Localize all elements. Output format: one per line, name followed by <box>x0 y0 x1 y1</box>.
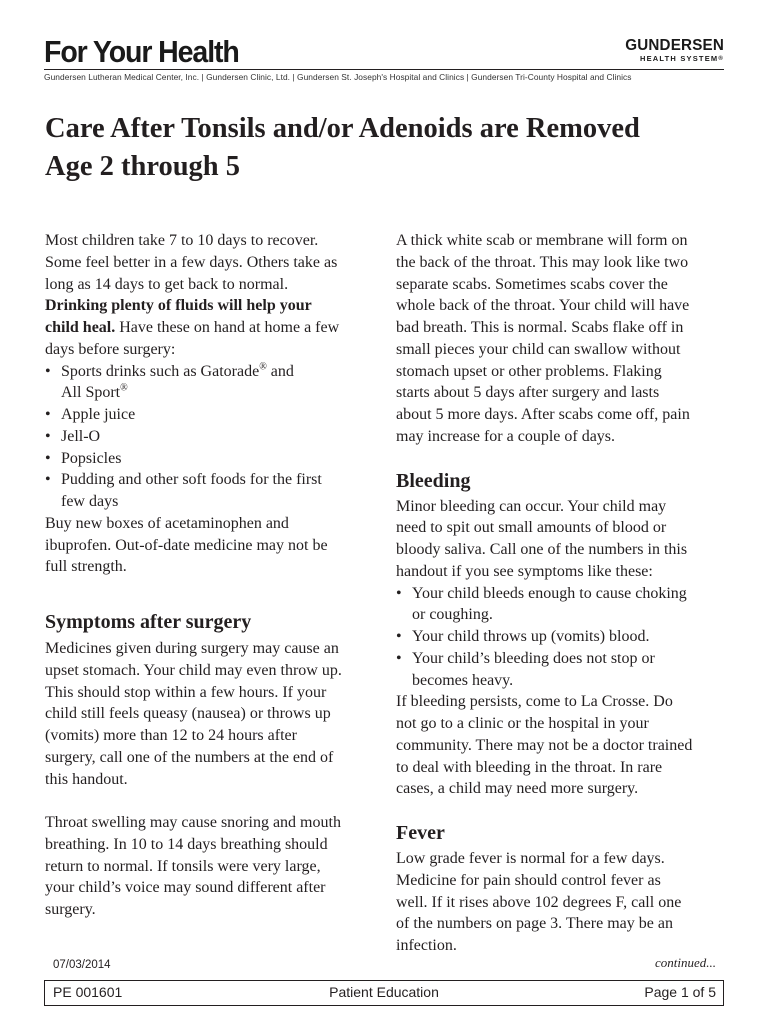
persist-paragraph: If bleeding persists, come to La Crosse. Do not go to a clinic or the hospital in your community. There may not be a doctor trained to deal with bleeding in the throat. In rare cases, a child may need more surgery. <box>396 693 693 798</box>
list-item: • Your child throws up (vomits) blood. <box>396 628 650 645</box>
list-item: • Jell-O <box>45 427 101 445</box>
title-line-2: Age 2 through 5 <box>45 151 241 182</box>
symptoms-heading: Symptoms after surgery <box>45 611 252 633</box>
footer-category: Patient Education <box>329 984 439 1000</box>
intro-bold-text: Drinking plenty of fluids will help your <box>45 297 312 315</box>
page-number: Page 1 of 5 <box>644 984 716 1000</box>
header-rule <box>44 69 724 70</box>
right-column <box>396 230 726 957</box>
brand-title: For Your Health <box>44 34 239 69</box>
affiliates-line: Gundersen Lutheran Medical Center, Inc. | Gundersen Clinic, Ltd. | Gundersen St. Joseph's Hospital and Clinics | Gundersen Tri-County Hospital and Clinics <box>44 72 632 82</box>
bleeding-heading: Bleeding <box>396 469 471 492</box>
list-item: • Popsicles <box>45 449 122 467</box>
list-item: • Sports drinks such as Gatorade® and All Sport® <box>45 361 294 402</box>
list-item: • Apple juice <box>45 406 136 423</box>
document-code: PE 001601 <box>53 984 123 1000</box>
left-column <box>45 230 375 921</box>
gundersen-logo <box>620 37 724 64</box>
continued-note: continued... <box>654 955 716 970</box>
bleeding-paragraph: Minor bleeding can occur. Your child may need to spit out small amounts of blood or bloody saliva. Call one of the numbers in this handout if you see symptoms like these: <box>396 497 688 580</box>
scab-paragraph: A thick white scab or membrane will form on the back of the throat. This may look like two separate scabs. Sometimes scabs cover the whole back of the throat. Your child will have bad breath. This is normal. Scabs flake off in small pieces your child can swallow without stomach upset or other problems. Flaking starts about 5 days after surgery and lasts about 5 more days. After scabs come off, pain may increase for a couple of days. <box>396 232 690 445</box>
logo-name: GUNDERSEN <box>625 37 724 54</box>
masthead <box>44 34 724 86</box>
logo-subtitle: HEALTH SYSTEM® <box>639 54 724 63</box>
intro-paragraph: Most children take 7 to 10 days to recover. Some feel better in a few days. Others take as long as 14 days to get back to normal. Drinking plenty of fluids will help your child heal. Have these on hand at home a few days before surgery: <box>45 232 340 358</box>
title-line-1: Care After Tonsils and/or Adenoids are Removed <box>45 113 640 144</box>
fever-paragraph: Low grade fever is normal for a few days. Medicine for pain should control fever as well. If it rises above 102 degrees F, call one of the numbers on page 3. There may be an infection. <box>396 850 682 954</box>
symptoms-paragraph: Medicines given during surgery may cause an upset stomach. Your child may even throw up. This should stop within a few hours. If your child still feels queasy (nausea) or throws up (vomits) more than 12 to 24 hours after surgery, call one of the numbers at the end of this handout. <box>45 640 342 788</box>
list-item: • Your child bleeds enough to cause choking or coughing. <box>396 584 687 624</box>
revision-date: 07/03/2014 <box>53 959 111 971</box>
footer-bar <box>44 980 724 1006</box>
document-title <box>45 110 735 186</box>
medicine-paragraph: Buy new boxes of acetaminophen and ibuprofen. Out-of-date medicine may not be full strength. <box>45 514 328 576</box>
throat-paragraph: Throat swelling may cause snoring and mouth breathing. In 10 to 14 days breathing should return to normal. If tonsils were very large, your child’s voice may sound different after surgery. <box>45 814 341 918</box>
supplies-list <box>45 361 375 513</box>
fever-heading: Fever <box>396 822 445 844</box>
list-item: • Your child’s bleeding does not stop or becomes heavy. <box>396 649 655 689</box>
list-item: • Pudding and other soft foods for the first few days <box>45 471 322 510</box>
bleeding-symptoms-list <box>396 583 726 692</box>
